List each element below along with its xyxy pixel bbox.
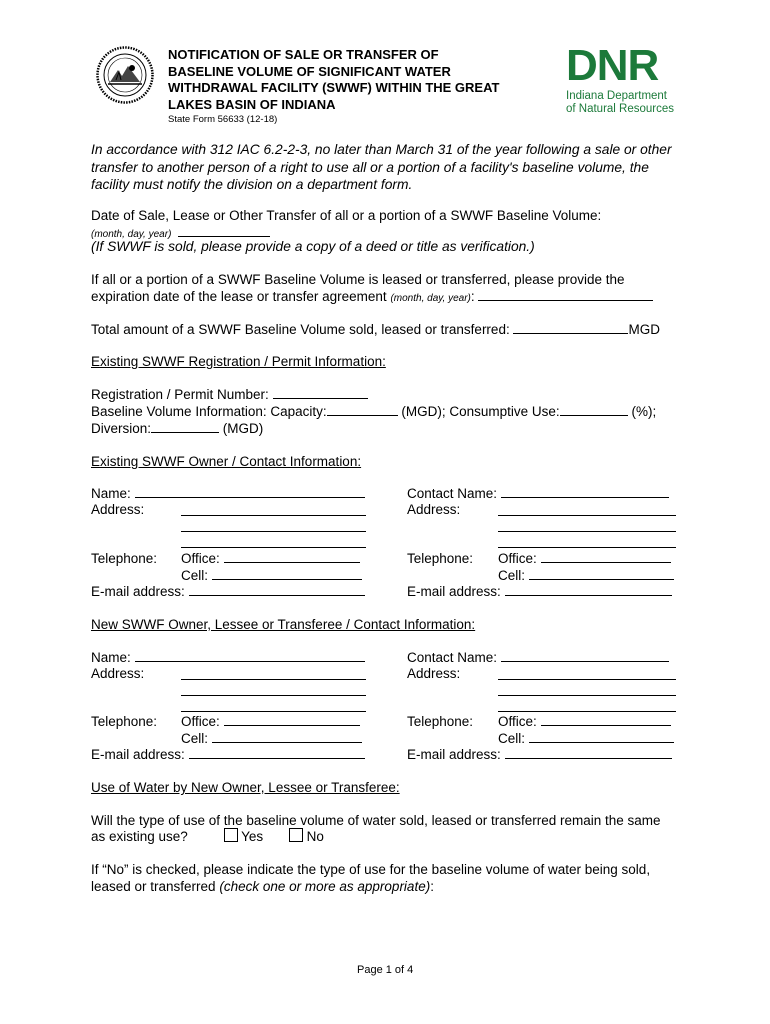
existing-contact-cell-input[interactable]: [529, 567, 674, 580]
new-contact-email-row: [407, 746, 672, 763]
new-contact-office-input[interactable]: [541, 713, 671, 726]
existing-contact-name-row: [407, 485, 669, 502]
consumptive-label: (MGD); Consumptive Use:: [401, 404, 560, 419]
existing-address-input-1[interactable]: [181, 503, 366, 516]
intro-line: transfer to another person of a right to use all or a portion of a facility's baseline volume, the: [91, 159, 649, 175]
new-contact-telephone-label: Telephone:: [407, 714, 474, 729]
if-no-hint: (check one or more as appropriate): [219, 879, 431, 894]
same-use-question-line1: Will the type of use of the baseline volume of water sold, leased or transferred remain the same: [91, 813, 661, 828]
office-label: Office:: [181, 714, 220, 729]
new-telephone-label: Telephone:: [91, 714, 158, 729]
if-no-line2: leased or transferred: [91, 879, 216, 894]
cell-label: Cell:: [181, 731, 209, 746]
new-address-input-1[interactable]: [181, 667, 366, 680]
existing-reg-heading: Existing SWWF Registration / Permit Information:: [91, 354, 386, 369]
if-no-line1: If “No” is checked, please indicate the type of use for the baseline volume of water being sold,: [91, 862, 651, 877]
existing-contact-address-input-2[interactable]: [498, 519, 676, 532]
new-cell-row: [181, 730, 362, 747]
cell-label: Cell:: [498, 731, 526, 746]
cell-label: Cell:: [498, 568, 526, 583]
total-amount-input[interactable]: [513, 321, 628, 334]
capacity-label: Baseline Volume Information: Capacity:: [91, 404, 327, 419]
capacity-row: [91, 403, 656, 420]
expiration-date-input[interactable]: [478, 288, 653, 301]
diversion-unit: (MGD): [222, 421, 264, 436]
capacity-input[interactable]: [327, 403, 398, 416]
contact-name-label: Contact Name:: [407, 650, 498, 665]
new-contact-address-input-2[interactable]: [498, 683, 676, 696]
new-contact-cell-input[interactable]: [529, 730, 674, 743]
if-no-colon: :: [430, 879, 434, 894]
new-address-label: Address:: [91, 666, 145, 681]
new-contact-cell-row: [498, 730, 674, 747]
dnr-logo-sub2: of Natural Resources: [566, 103, 675, 115]
existing-contact-office-row: [498, 550, 671, 567]
new-office-row: [181, 713, 360, 730]
total-amount-unit: MGD: [628, 322, 660, 337]
contact-name-label: Contact Name:: [407, 486, 498, 501]
existing-office-row: [181, 550, 360, 567]
office-label: Office:: [181, 551, 220, 566]
existing-owner-heading: Existing SWWF Owner / Contact Information:: [91, 454, 362, 469]
new-address-input-3[interactable]: [181, 699, 366, 712]
date-of-sale-input[interactable]: [178, 224, 270, 237]
reg-number-label: Registration / Permit Number:: [91, 387, 269, 402]
expiration-colon: :: [470, 289, 475, 304]
existing-contact-address-label: Address:: [407, 502, 461, 517]
no-label: No: [306, 829, 324, 844]
diversion-input[interactable]: [151, 420, 219, 433]
new-contact-address-input-1[interactable]: [498, 667, 676, 680]
dnr-logo-sub1: Indiana Department: [566, 90, 668, 102]
new-name-input[interactable]: [135, 649, 365, 662]
existing-contact-cell-row: [498, 567, 674, 584]
total-amount-label: Total amount of a SWWF Baseline Volume sold, leased or transferred:: [91, 322, 510, 337]
existing-email-input[interactable]: [189, 583, 365, 596]
expiration-line2: expiration date of the lease or transfer agreement: [91, 289, 387, 304]
form-title-line: BASELINE VOLUME OF SIGNIFICANT WATER: [168, 63, 451, 79]
new-address-input-2[interactable]: [181, 683, 366, 696]
existing-cell-input[interactable]: [212, 567, 362, 580]
consumptive-use-input[interactable]: [560, 403, 628, 416]
yes-label: Yes: [241, 829, 264, 844]
name-label: Name:: [91, 486, 131, 501]
form-title-line: NOTIFICATION OF SALE OR TRANSFER OF: [168, 47, 439, 62]
email-label: E-mail address:: [91, 584, 185, 599]
new-contact-name-row: [407, 649, 669, 666]
new-contact-address-input-3[interactable]: [498, 699, 676, 712]
expiration-line2-wrap: [91, 288, 653, 307]
form-title-line: LAKES BASIN OF INDIANA: [168, 96, 336, 112]
office-label: Office:: [498, 551, 537, 566]
diversion-row: [91, 420, 263, 437]
form-number: State Form 56633 (12-18): [168, 114, 278, 125]
existing-name-input[interactable]: [135, 485, 365, 498]
same-use-question-text: as existing use?: [91, 829, 188, 844]
expiration-hint: (month, day, year): [390, 293, 471, 304]
form-title: [168, 47, 499, 113]
new-owner-heading: New SWWF Owner, Lessee or Transferee / Contact Information:: [91, 617, 476, 632]
diversion-label: Diversion:: [91, 421, 152, 436]
existing-contact-address-input-1[interactable]: [498, 503, 676, 516]
existing-contact-telephone-label: Telephone:: [407, 551, 474, 566]
existing-email-row: [91, 583, 365, 600]
percent-label: (%);: [631, 404, 657, 419]
expiration-line1: If all or a portion of a SWWF Baseline Volume is leased or transferred, please provide the: [91, 272, 625, 287]
new-office-input[interactable]: [224, 713, 360, 726]
yes-checkbox[interactable]: [224, 828, 238, 842]
form-title-line: WITHDRAWAL FACILITY (SWWF) WITHIN THE GREAT: [168, 80, 500, 95]
email-label: E-mail address:: [407, 747, 501, 762]
total-amount-row: [91, 321, 660, 338]
dnr-logo: [566, 41, 675, 116]
intro-paragraph: [91, 141, 672, 194]
new-name-row: [91, 649, 365, 666]
email-label: E-mail address:: [91, 747, 185, 762]
existing-office-input[interactable]: [224, 550, 360, 563]
existing-contact-address-input-3[interactable]: [498, 535, 676, 548]
date-of-sale-label: Date of Sale, Lease or Other Transfer of all or a portion of a SWWF Baseline Volume:: [91, 208, 602, 223]
office-label: Office:: [498, 714, 537, 729]
existing-telephone-label: Telephone:: [91, 551, 158, 566]
new-contact-address-label: Address:: [407, 666, 461, 681]
existing-address-label: Address:: [91, 502, 145, 517]
reg-number-row: [91, 386, 368, 403]
cell-label: Cell:: [181, 568, 209, 583]
use-of-water-heading: Use of Water by New Owner, Lessee or Transferee:: [91, 780, 400, 795]
existing-contact-office-input[interactable]: [541, 550, 671, 563]
existing-name-row: [91, 485, 365, 502]
date-of-sale-note: (If SWWF is sold, please provide a copy of a deed or title as verification.): [91, 239, 535, 254]
same-use-question-line2: [91, 828, 324, 845]
existing-cell-row: [181, 567, 362, 584]
existing-contact-email-row: [407, 583, 672, 600]
if-no-line2-wrap: [91, 878, 434, 895]
no-checkbox[interactable]: [289, 828, 303, 842]
page-number: Page 1 of 4: [357, 964, 414, 976]
email-label: E-mail address:: [407, 584, 501, 599]
new-contact-name-input[interactable]: [501, 649, 669, 662]
date-hint: (month, day, year): [91, 229, 172, 240]
name-label: Name:: [91, 650, 131, 665]
new-contact-office-row: [498, 713, 671, 730]
dnr-logo-text: DNR: [566, 41, 659, 90]
existing-address-input-2[interactable]: [181, 519, 366, 532]
existing-address-input-3[interactable]: [181, 535, 366, 548]
existing-contact-name-input[interactable]: [501, 485, 669, 498]
new-contact-email-input[interactable]: [505, 746, 672, 759]
new-email-input[interactable]: [189, 746, 365, 759]
existing-contact-email-input[interactable]: [505, 583, 672, 596]
new-email-row: [91, 746, 365, 763]
state-seal-icon: [96, 46, 154, 104]
reg-number-input[interactable]: [273, 386, 368, 399]
intro-line: facility must notify the division on a department form.: [91, 177, 413, 192]
intro-line: In accordance with 312 IAC 6.2-2-3, no later than March 31 of the year following a sale or other: [91, 142, 672, 157]
new-cell-input[interactable]: [212, 730, 362, 743]
